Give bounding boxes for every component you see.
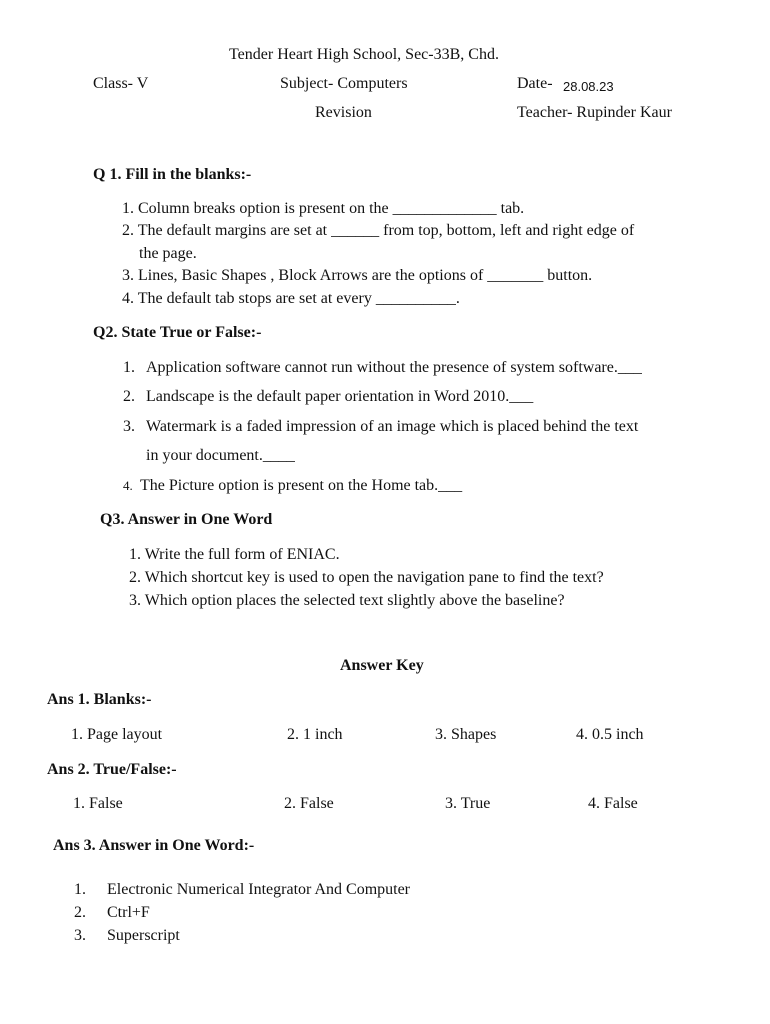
- ans1-item-3: 3. Shapes: [435, 726, 497, 743]
- q3-item-3: 3. Which option places the selected text slightly above the baseline?: [129, 592, 565, 609]
- q2-item-2: Landscape is the default paper orientation in Word 2010.___: [146, 388, 534, 405]
- q2-item-3-cont: in your document.____: [146, 447, 295, 464]
- ans3-item-3: Superscript: [107, 927, 180, 944]
- ans2-title: Ans 2. True/False:-: [47, 761, 177, 778]
- date-value: 28.08.23: [563, 79, 614, 94]
- answer-key-title: Answer Key: [340, 657, 424, 674]
- q1-title: Q 1. Fill in the blanks:-: [93, 166, 252, 183]
- q2-item-4: The Picture option is present on the Home tab.___: [140, 477, 463, 494]
- ans3-item-1: Electronic Numerical Integrator And Computer: [107, 881, 411, 898]
- q2-title: Q2. State True or False:-: [93, 324, 262, 341]
- q2-item-1-num: 1.: [123, 359, 135, 376]
- ans3-item-2-num: 2.: [74, 904, 86, 921]
- q1-item-3: 3. Lines, Basic Shapes , Block Arrows are the options of _______ button.: [122, 267, 593, 284]
- ans1-title: Ans 1. Blanks:-: [47, 691, 152, 708]
- revision-label: Revision: [315, 104, 372, 121]
- q2-item-1: Application software cannot run without the presence of system software.___: [146, 359, 642, 376]
- school-name: Tender Heart High School, Sec-33B, Chd.: [229, 46, 499, 63]
- q1-item-2-cont: the page.: [139, 245, 197, 262]
- ans3-title: Ans 3. Answer in One Word:-: [53, 837, 255, 854]
- ans2-item-4: 4. False: [588, 795, 638, 812]
- date-label: Date-: [517, 75, 553, 92]
- q2-item-4-num: 4.: [123, 478, 133, 493]
- ans1-item-4: 4. 0.5 inch: [576, 726, 644, 743]
- ans3-item-3-num: 3.: [74, 927, 86, 944]
- q1-item-4: 4. The default tab stops are set at every __________.: [122, 290, 460, 307]
- q1-item-1: 1. Column breaks option is present on the _____________ tab.: [122, 200, 525, 217]
- ans2-item-3: 3. True: [445, 795, 491, 812]
- ans1-item-2: 2. 1 inch: [287, 726, 343, 743]
- ans3-item-1-num: 1.: [74, 881, 86, 898]
- q2-item-3: Watermark is a faded impression of an image which is placed behind the text: [146, 418, 639, 435]
- q3-item-2: 2. Which shortcut key is used to open the navigation pane to find the text?: [129, 569, 604, 586]
- q2-item-2-num: 2.: [123, 388, 135, 405]
- q2-item-3-num: 3.: [123, 418, 135, 435]
- teacher-name: Teacher- Rupinder Kaur: [517, 104, 672, 121]
- subject-label: Subject- Computers: [280, 75, 408, 92]
- ans2-item-1: 1. False: [73, 795, 123, 812]
- ans2-item-2: 2. False: [284, 795, 334, 812]
- ans1-item-1: 1. Page layout: [71, 726, 163, 743]
- class-label: Class- V: [93, 75, 149, 92]
- q3-title: Q3. Answer in One Word: [100, 511, 273, 528]
- ans3-item-2: Ctrl+F: [107, 904, 150, 921]
- q3-item-1: 1. Write the full form of ENIAC.: [129, 546, 340, 563]
- q1-item-2: 2. The default margins are set at ______ from top, bottom, left and right edge of: [122, 222, 635, 239]
